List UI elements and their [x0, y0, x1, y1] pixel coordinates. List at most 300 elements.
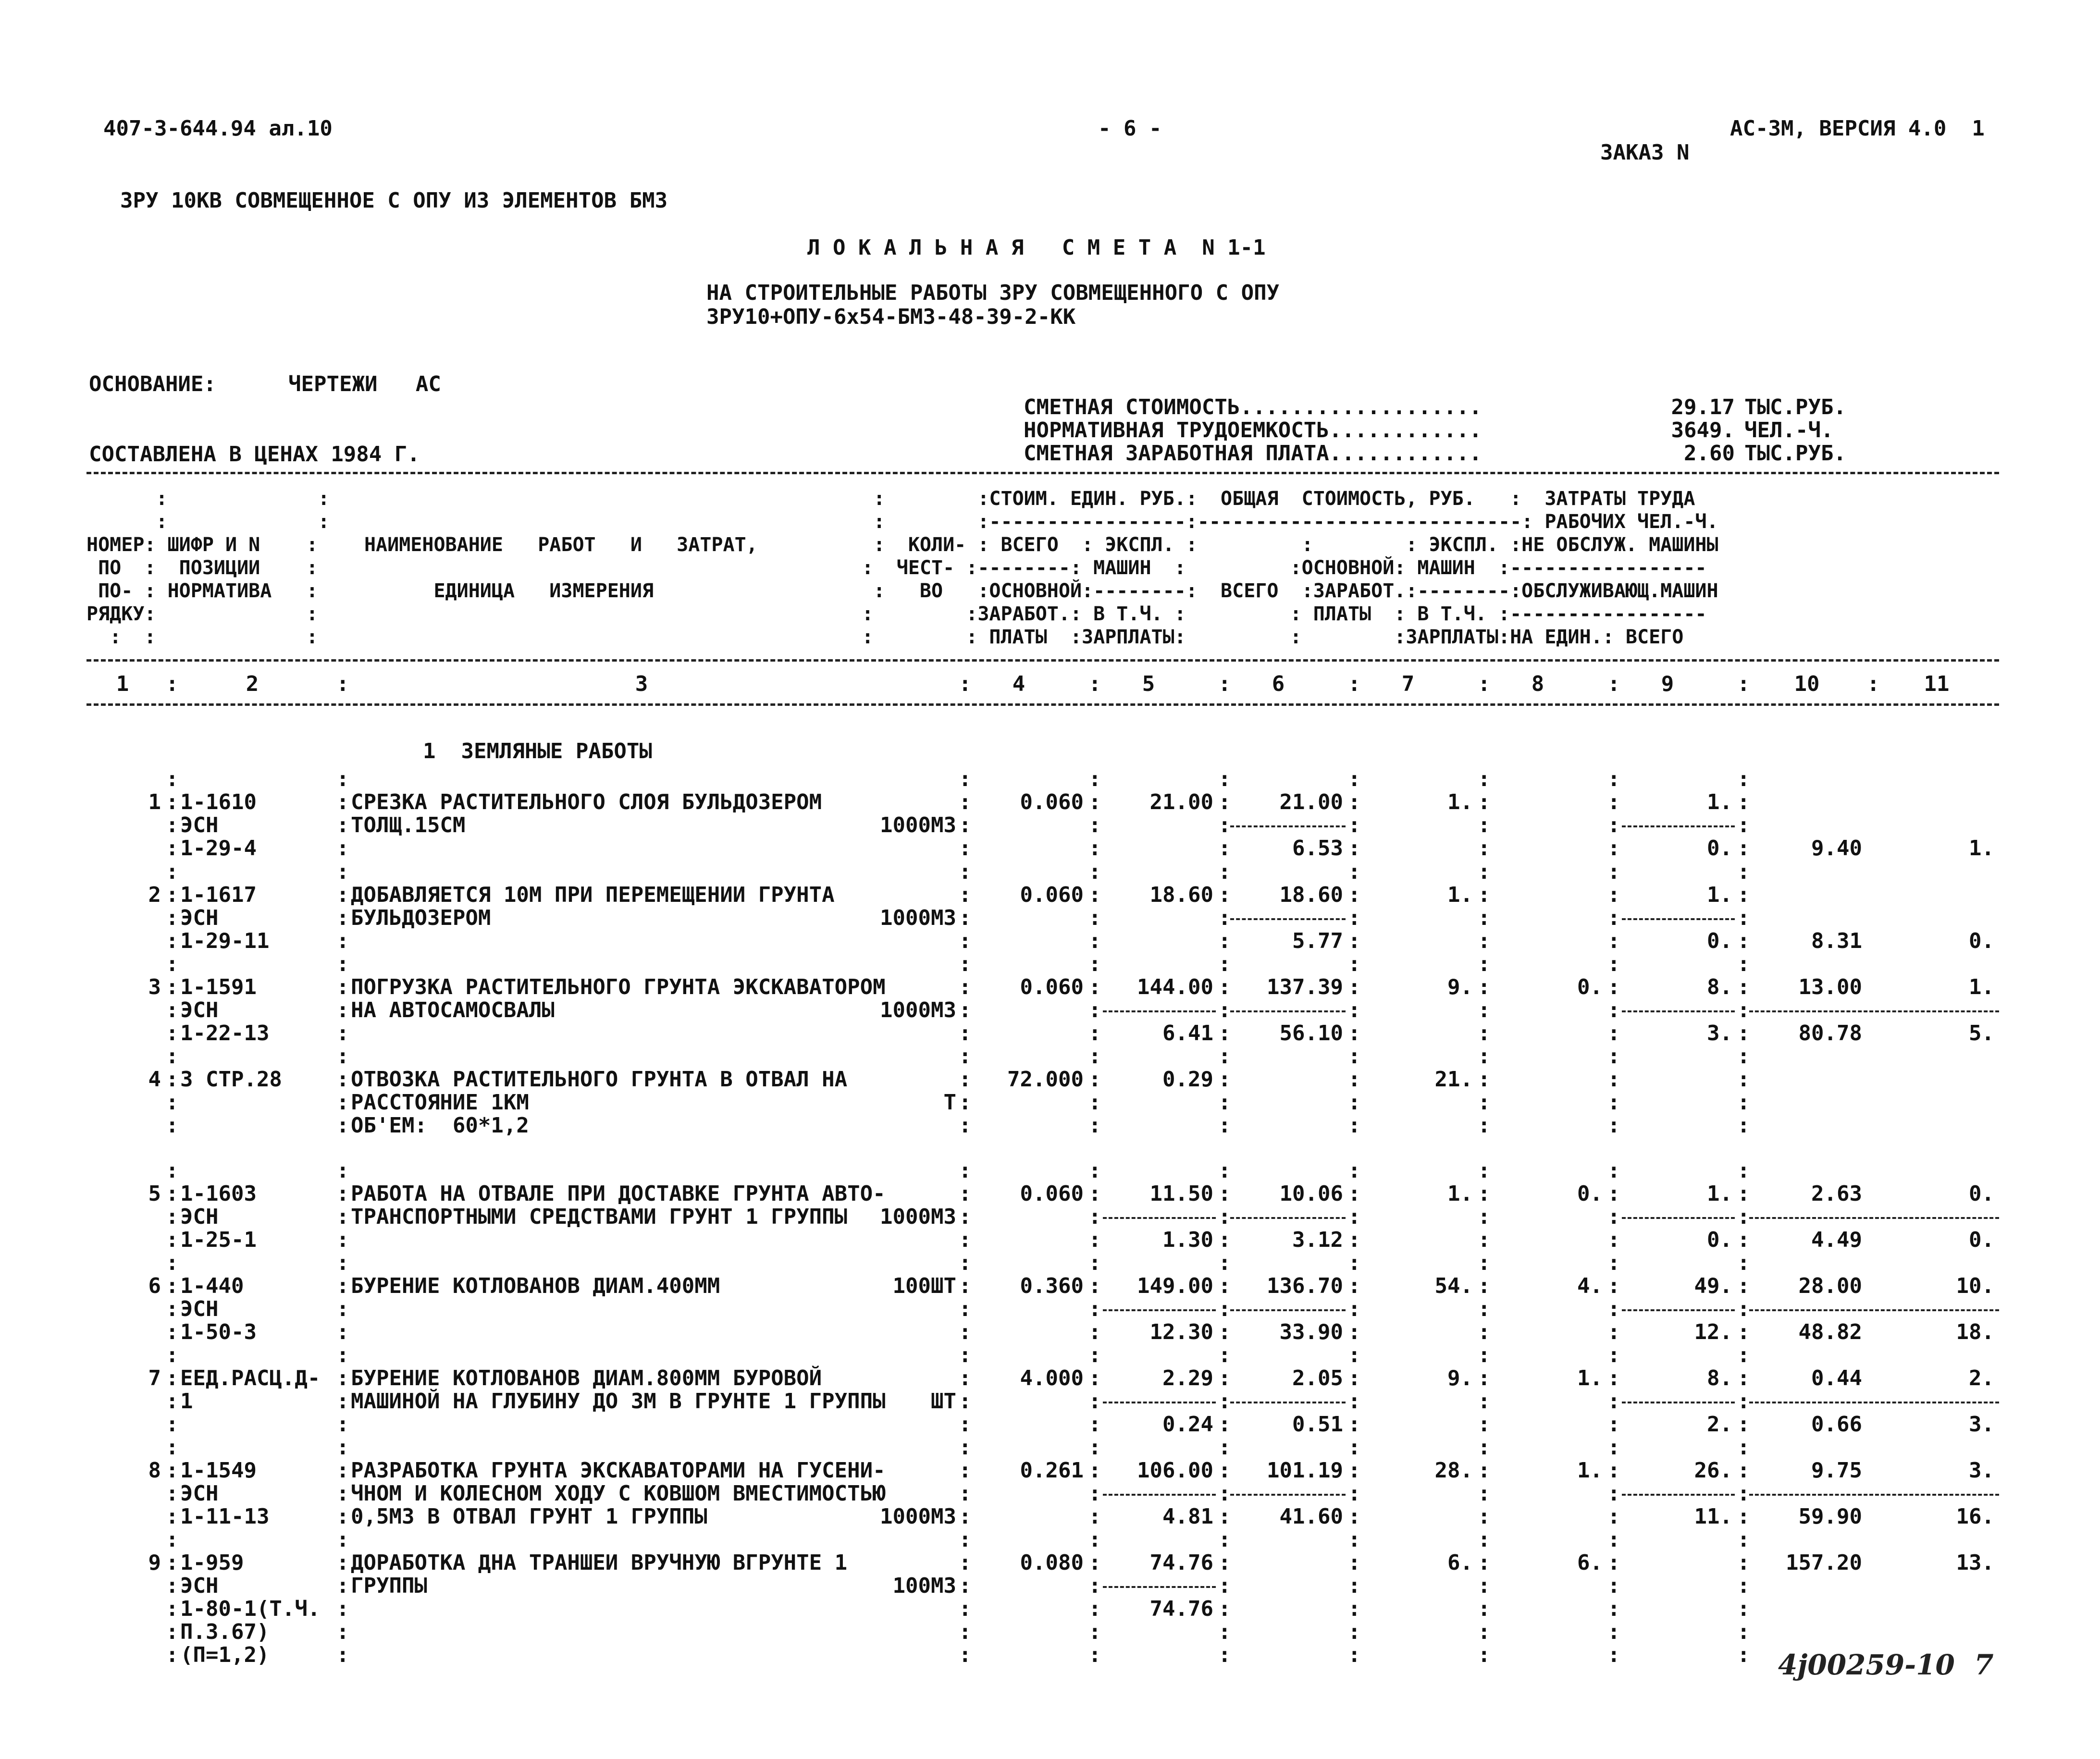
column-separator: :	[1478, 1251, 1491, 1275]
row-unit: 100ШТ	[892, 1274, 956, 1298]
column-separator: :	[1478, 1458, 1491, 1483]
column-separator: :	[1607, 1251, 1620, 1275]
column-separator: :	[166, 1366, 179, 1390]
column-separator: :	[336, 1320, 349, 1344]
column-separator: :	[959, 1366, 972, 1390]
column-separator: :	[1478, 1504, 1491, 1529]
total-machines: 8.	[1707, 975, 1732, 999]
column-number: 1	[116, 672, 129, 696]
row-code: 3 СТР.28	[180, 1067, 282, 1092]
column-separator: :	[1348, 1181, 1361, 1206]
column-separator: :	[959, 1251, 972, 1275]
column-separator: :	[1088, 1574, 1101, 1598]
total-wages: 1.	[1577, 1366, 1603, 1390]
column-separator: :	[336, 929, 349, 953]
labor-machine-per-unit: 59.90	[1798, 1504, 1862, 1529]
cell-divider	[1103, 1217, 1216, 1219]
column-separator: :	[959, 672, 972, 696]
labor-machine-total: 1.	[1969, 836, 1994, 861]
total-machine-wages: 3.	[1707, 1021, 1732, 1046]
column-separator: :	[336, 1113, 349, 1138]
column-separator: :	[1218, 998, 1231, 1022]
column-separator: :	[336, 1620, 349, 1644]
column-separator: :	[1737, 1067, 1750, 1092]
column-separator: :	[1737, 883, 1750, 907]
column-separator: :	[1218, 883, 1231, 907]
column-separator: :	[336, 1274, 349, 1298]
column-separator: :	[1478, 1481, 1491, 1506]
row-name: НА АВТОСАМОСВАЛЫ	[351, 998, 555, 1022]
column-separator: :	[1348, 836, 1361, 861]
cell-divider	[1103, 1586, 1216, 1588]
row-number: 8	[148, 1458, 161, 1483]
row-quantity: 0.060	[1020, 883, 1084, 907]
column-separator: :	[1478, 1113, 1491, 1138]
total-machines: 1.	[1707, 790, 1732, 814]
column-separator: :	[166, 952, 179, 976]
column-separator: :	[1218, 1181, 1231, 1206]
labor-machine-total: 3.	[1969, 1412, 1994, 1437]
cell-divider	[1230, 1309, 1346, 1311]
total-machines: 26.	[1694, 1458, 1732, 1483]
column-separator: :	[1478, 790, 1491, 814]
column-separator: :	[1478, 860, 1491, 884]
column-separator: :	[1218, 1228, 1231, 1252]
column-separator: :	[1607, 1550, 1620, 1575]
column-separator: :	[166, 1090, 179, 1115]
column-separator: :	[1478, 1527, 1491, 1552]
cell-divider	[1622, 1217, 1735, 1219]
column-separator: :	[166, 1504, 179, 1529]
column-separator: :	[1218, 790, 1231, 814]
program-version: АС-ЗМ, ВЕРСИЯ 4.0 1	[1730, 116, 1985, 141]
cell-divider	[1622, 1402, 1735, 1403]
column-separator: :	[1088, 1389, 1101, 1414]
labor-total: 10.	[1956, 1274, 1994, 1298]
row-code: 1-11-13	[180, 1504, 270, 1529]
column-separator: :	[959, 1297, 972, 1321]
column-separator: :	[166, 883, 179, 907]
column-separator: :	[1218, 1550, 1231, 1575]
column-separator: :	[1348, 1504, 1361, 1529]
column-separator: :	[1478, 929, 1491, 953]
column-separator: :	[336, 1550, 349, 1575]
column-separator: :	[1218, 1366, 1231, 1390]
unit-cost-machines: 137.39	[1267, 975, 1343, 999]
labor-per-unit: 28.00	[1798, 1274, 1862, 1298]
column-separator: :	[1088, 1504, 1101, 1529]
row-unit: Т	[943, 1090, 956, 1115]
column-separator: :	[1348, 1205, 1361, 1229]
column-separator: :	[959, 1158, 972, 1183]
cell-divider	[1622, 1309, 1735, 1311]
summary-label: НОРМАТИВНАЯ ТРУДОЕМКОСТЬ............	[1024, 418, 1482, 443]
row-unit: 1000М3	[880, 998, 956, 1022]
column-separator: :	[959, 1458, 972, 1483]
column-separator: :	[1737, 1481, 1750, 1506]
column-separator: :	[336, 952, 349, 976]
header-line: ПО- : НОРМАТИВА : ЕДИНИЦА ИЗМЕРЕНИЯ : ВО :ОСНОВНОЙ:--------: ВСЕГО :ЗАРАБОТ.:--------:ОБСЛУЖИВАЮЩ.МАШИН	[86, 580, 1718, 602]
project-name: ЗРУ 10КВ СОВМЕЩЕННОЕ С ОПУ ИЗ ЭЛЕМЕНТОВ БМЗ	[120, 188, 668, 213]
header-line: : : : : : ПЛАТЫ :ЗАРПЛАТЫ: : :ЗАРПЛАТЫ:НА ЕДИН.: ВСЕГО	[86, 626, 1684, 648]
column-number: 3	[635, 672, 648, 696]
column-separator: :	[1088, 1643, 1101, 1667]
column-separator: :	[1737, 952, 1750, 976]
column-separator: :	[1607, 906, 1620, 930]
column-separator: :	[1088, 1435, 1101, 1460]
total-wages: 0.	[1577, 1181, 1603, 1206]
row-name: ТОЛЩ.15СМ	[351, 813, 466, 837]
row-name: СРЕЗКА РАСТИТЕЛЬНОГО СЛОЯ БУЛЬДОЗЕРОМ	[351, 790, 822, 814]
unit-cost-machine-wages: 41.60	[1279, 1504, 1343, 1529]
column-separator: :	[959, 1320, 972, 1344]
cell-divider	[1230, 1402, 1346, 1403]
column-separator: :	[1607, 1643, 1620, 1667]
row-code: 1-1591	[180, 975, 257, 999]
column-separator: :	[1607, 767, 1620, 791]
column-separator: :	[166, 929, 179, 953]
column-separator: :	[959, 1343, 972, 1367]
column-separator: :	[1088, 883, 1101, 907]
row-unit: 1000М3	[880, 813, 956, 837]
column-separator: :	[1478, 1181, 1491, 1206]
total-machine-wages: 0.	[1707, 836, 1732, 861]
column-separator: :	[1737, 1113, 1750, 1138]
column-separator: :	[1607, 1366, 1620, 1390]
header-line: : : : :-----------------:----------------------------: РАБОЧИХ ЧЕЛ.-Ч.	[86, 511, 1718, 533]
row-number: 2	[148, 883, 161, 907]
unit-cost-machine-wages: 0.51	[1292, 1412, 1343, 1437]
summary-unit: ТЫС.РУБ.	[1744, 441, 1846, 466]
column-separator: :	[166, 1481, 179, 1506]
price-level: СОСТАВЛЕНА В ЦЕНАХ 1984 Г.	[89, 442, 420, 467]
column-separator: :	[166, 1297, 179, 1321]
labor-machine-per-unit: 4.49	[1811, 1228, 1862, 1252]
column-separator: :	[1088, 1366, 1101, 1390]
row-code: 1-1549	[180, 1458, 257, 1483]
column-separator: :	[1607, 1597, 1620, 1621]
column-separator: :	[1737, 672, 1750, 696]
column-separator: :	[1218, 1597, 1231, 1621]
column-separator: :	[1218, 1158, 1231, 1183]
column-separator: :	[336, 1158, 349, 1183]
row-code: 1-1617	[180, 883, 257, 907]
column-separator: :	[1088, 1527, 1101, 1552]
column-separator: :	[1218, 1090, 1231, 1115]
column-separator: :	[1348, 767, 1361, 791]
column-separator: :	[1088, 1090, 1101, 1115]
column-separator: :	[336, 1090, 349, 1115]
column-separator: :	[959, 1435, 972, 1460]
column-separator: :	[1088, 1550, 1101, 1575]
labor-total: 13.	[1956, 1550, 1994, 1575]
unit-cost-total: 106.00	[1137, 1458, 1213, 1483]
column-separator: :	[1348, 1620, 1361, 1644]
column-separator: :	[1607, 1343, 1620, 1367]
column-separator: :	[166, 1274, 179, 1298]
column-separator: :	[959, 975, 972, 999]
row-code: 1-959	[180, 1550, 244, 1575]
column-separator: :	[1737, 1090, 1750, 1115]
column-separator: :	[336, 813, 349, 837]
row-name: 0,5М3 В ОТВАЛ ГРУНТ 1 ГРУППЫ	[351, 1504, 707, 1529]
column-separator: :	[166, 1228, 179, 1252]
column-separator: :	[959, 906, 972, 930]
column-separator: :	[1088, 1181, 1101, 1206]
column-separator: :	[1737, 1297, 1750, 1321]
column-separator: :	[1218, 672, 1231, 696]
column-separator: :	[1607, 1389, 1620, 1414]
column-separator: :	[1478, 883, 1491, 907]
column-separator: :	[959, 1643, 972, 1667]
divider	[86, 659, 1999, 662]
column-separator: :	[1088, 836, 1101, 861]
unit-cost-machines: 101.19	[1267, 1458, 1343, 1483]
column-separator: :	[1478, 1067, 1491, 1092]
column-separator: :	[1348, 1044, 1361, 1069]
column-separator: :	[1088, 1597, 1101, 1621]
total-machine-wages: 0.	[1707, 929, 1732, 953]
column-separator: :	[1348, 1113, 1361, 1138]
total-cost: 6.	[1447, 1550, 1473, 1575]
column-separator: :	[336, 767, 349, 791]
cell-divider	[1230, 1217, 1346, 1219]
row-name: ДОБАВЛЯЕТСЯ 10М ПРИ ПЕРЕМЕЩЕНИИ ГРУНТА	[351, 883, 835, 907]
column-separator: :	[1348, 790, 1361, 814]
unit-cost-wages: 0.24	[1162, 1412, 1213, 1437]
cell-divider	[1749, 1217, 1999, 1219]
labor-per-unit: 9.75	[1811, 1458, 1862, 1483]
divider	[86, 703, 1999, 706]
column-separator: :	[336, 1643, 349, 1667]
column-separator: :	[1348, 1297, 1361, 1321]
column-separator: :	[959, 929, 972, 953]
row-name: ГРУППЫ	[351, 1574, 427, 1598]
row-quantity: 0.060	[1020, 1181, 1084, 1206]
order-number: ЗАКАЗ N	[1600, 140, 1690, 165]
column-separator: :	[1478, 1366, 1491, 1390]
column-separator: :	[336, 1205, 349, 1229]
header-line: ПО : ПОЗИЦИИ : : ЧЕСТ- :--------: МАШИН : :ОСНОВНОЙ: МАШИН :-----------------	[86, 557, 1707, 579]
column-separator: :	[959, 998, 972, 1022]
column-separator: :	[1218, 1620, 1231, 1644]
row-code: ЭСН	[180, 1297, 219, 1321]
column-separator: :	[166, 1158, 179, 1183]
column-separator: :	[1218, 1574, 1231, 1598]
total-cost: 1.	[1447, 1181, 1473, 1206]
column-separator: :	[1607, 1297, 1620, 1321]
unit-cost-machines: 10.06	[1279, 1181, 1343, 1206]
row-quantity: 0.261	[1020, 1458, 1084, 1483]
column-separator: :	[166, 1597, 179, 1621]
unit-cost-total: 11.50	[1149, 1181, 1213, 1206]
column-separator: :	[336, 1412, 349, 1437]
column-separator: :	[336, 975, 349, 999]
row-name: ТРАНСПОРТНЫМИ СРЕДСТВАМИ ГРУНТ 1 ГРУППЫ	[351, 1205, 848, 1229]
column-separator: :	[1218, 1412, 1231, 1437]
column-separator: :	[1737, 1366, 1750, 1390]
column-separator: :	[1737, 975, 1750, 999]
column-separator: :	[1478, 672, 1491, 696]
unit-cost-wages: 12.30	[1149, 1320, 1213, 1344]
summary-value: 2.60	[1684, 441, 1735, 466]
labor-machine-per-unit: 9.40	[1811, 836, 1862, 861]
column-separator: :	[1607, 1113, 1620, 1138]
row-quantity: 72.000	[1007, 1067, 1084, 1092]
summary-label: СМЕТНАЯ ЗАРАБОТНАЯ ПЛАТА............	[1024, 441, 1482, 466]
column-separator: :	[1478, 1643, 1491, 1667]
column-separator: :	[959, 1090, 972, 1115]
column-separator: :	[1348, 1274, 1361, 1298]
labor-total: 2.	[1969, 1366, 1994, 1390]
column-separator: :	[1478, 998, 1491, 1022]
column-separator: :	[1607, 1504, 1620, 1529]
column-separator: :	[1478, 1090, 1491, 1115]
column-separator: :	[336, 1343, 349, 1367]
column-separator: :	[1218, 1113, 1231, 1138]
column-separator: :	[336, 1366, 349, 1390]
column-separator: :	[1737, 1504, 1750, 1529]
column-separator: :	[1737, 1643, 1750, 1667]
column-separator: :	[1737, 1343, 1750, 1367]
row-name: РАЗРАБОТКА ГРУНТА ЭКСКАВАТОРАМИ НА ГУСЕНИ-	[351, 1458, 886, 1483]
column-separator: :	[1607, 1527, 1620, 1552]
column-separator: :	[1088, 1044, 1101, 1069]
column-separator: :	[1348, 1158, 1361, 1183]
column-separator: :	[1478, 1343, 1491, 1367]
column-separator: :	[1737, 1044, 1750, 1069]
column-separator: :	[1478, 1620, 1491, 1644]
column-separator: :	[1088, 1297, 1101, 1321]
row-code: 1-22-13	[180, 1021, 270, 1046]
column-separator: :	[1088, 1067, 1101, 1092]
unit-cost-total: 144.00	[1137, 975, 1213, 999]
column-separator: :	[1348, 1389, 1361, 1414]
column-separator: :	[1607, 1574, 1620, 1598]
labor-machine-per-unit: 0.66	[1811, 1412, 1862, 1437]
column-separator: :	[1737, 1205, 1750, 1229]
column-separator: :	[1348, 1228, 1361, 1252]
column-separator: :	[959, 952, 972, 976]
column-separator: :	[959, 1574, 972, 1598]
column-separator: :	[1218, 975, 1231, 999]
row-code: 1	[180, 1389, 193, 1414]
column-separator: :	[336, 1504, 349, 1529]
column-separator: :	[1348, 1251, 1361, 1275]
total-machines: 8.	[1707, 1366, 1732, 1390]
column-separator: :	[959, 1181, 972, 1206]
column-separator: :	[1478, 1297, 1491, 1321]
column-separator: :	[1348, 929, 1361, 953]
row-name: МАШИНОЙ НА ГЛУБИНУ ДО 3М В ГРУНТЕ 1 ГРУППЫ	[351, 1389, 886, 1414]
column-separator: :	[1478, 952, 1491, 976]
column-separator: :	[1088, 929, 1101, 953]
cell-divider	[1230, 825, 1346, 827]
row-code: ЭСН	[180, 906, 219, 930]
row-code: 1-29-4	[180, 836, 257, 861]
column-separator: :	[1218, 1251, 1231, 1275]
labor-machine-per-unit: 80.78	[1798, 1021, 1862, 1046]
column-separator: :	[1737, 1435, 1750, 1460]
row-number: 5	[148, 1181, 161, 1206]
column-number: 4	[1012, 672, 1025, 696]
column-separator: :	[166, 1205, 179, 1229]
row-quantity: 0.060	[1020, 975, 1084, 999]
column-separator: :	[959, 767, 972, 791]
page-number: - 6 -	[1098, 116, 1162, 141]
column-separator: :	[336, 1067, 349, 1092]
unit-cost-machines: 18.60	[1279, 883, 1343, 907]
column-separator: :	[959, 1620, 972, 1644]
unit-cost-machines: 136.70	[1267, 1274, 1343, 1298]
labor-per-unit: 157.20	[1786, 1550, 1862, 1575]
row-quantity: 0.080	[1020, 1550, 1084, 1575]
column-separator: :	[1218, 1389, 1231, 1414]
column-separator: :	[1348, 1366, 1361, 1390]
column-separator: :	[1478, 906, 1491, 930]
column-separator: :	[336, 1228, 349, 1252]
column-separator: :	[166, 1458, 179, 1483]
column-separator: :	[166, 1574, 179, 1598]
column-separator: :	[1218, 1481, 1231, 1506]
column-separator: :	[336, 1044, 349, 1069]
column-separator: :	[1218, 1504, 1231, 1529]
column-separator: :	[166, 790, 179, 814]
column-number: 6	[1272, 672, 1285, 696]
column-separator: :	[1737, 1389, 1750, 1414]
column-separator: :	[336, 836, 349, 861]
column-separator: :	[166, 998, 179, 1022]
column-separator: :	[166, 767, 179, 791]
column-separator: :	[1218, 1643, 1231, 1667]
cell-divider	[1622, 1494, 1735, 1496]
column-separator: :	[336, 1574, 349, 1598]
summary-unit: ЧЕЛ.-Ч.	[1744, 418, 1834, 443]
column-separator: :	[1348, 1574, 1361, 1598]
column-separator: :	[166, 860, 179, 884]
column-separator: :	[1348, 1643, 1361, 1667]
basis-value: ЧЕРТЕЖИ АС	[288, 372, 441, 396]
labor-machine-per-unit: 48.82	[1798, 1320, 1862, 1344]
labor-per-unit: 0.44	[1811, 1366, 1862, 1390]
column-separator: :	[1218, 813, 1231, 837]
labor-total: 0.	[1969, 1181, 1994, 1206]
unit-cost-total: 149.00	[1137, 1274, 1213, 1298]
cell-divider	[1749, 1010, 1999, 1012]
column-separator: :	[1737, 767, 1750, 791]
unit-cost-machine-wages: 6.53	[1292, 836, 1343, 861]
column-separator: :	[1607, 1205, 1620, 1229]
column-separator: :	[1348, 1527, 1361, 1552]
total-machines: 1.	[1707, 883, 1732, 907]
column-separator: :	[1348, 1458, 1361, 1483]
row-number: 6	[148, 1274, 161, 1298]
column-separator: :	[1088, 1158, 1101, 1183]
column-separator: :	[336, 1297, 349, 1321]
row-number: 4	[148, 1067, 161, 1092]
total-machine-wages: 2.	[1707, 1412, 1732, 1437]
column-separator: :	[1737, 1597, 1750, 1621]
column-separator: :	[1218, 952, 1231, 976]
column-separator: :	[959, 1550, 972, 1575]
doc-code: 407-3-644.94 ал.10	[103, 116, 333, 141]
estimate-title: Л О К А Л Ь Н А Я С М Е Т А N 1-1	[807, 235, 1266, 260]
total-wages: 6.	[1577, 1550, 1603, 1575]
column-separator: :	[1607, 1158, 1620, 1183]
column-separator: :	[166, 1181, 179, 1206]
column-separator: :	[336, 860, 349, 884]
cell-divider	[1749, 1494, 1999, 1496]
